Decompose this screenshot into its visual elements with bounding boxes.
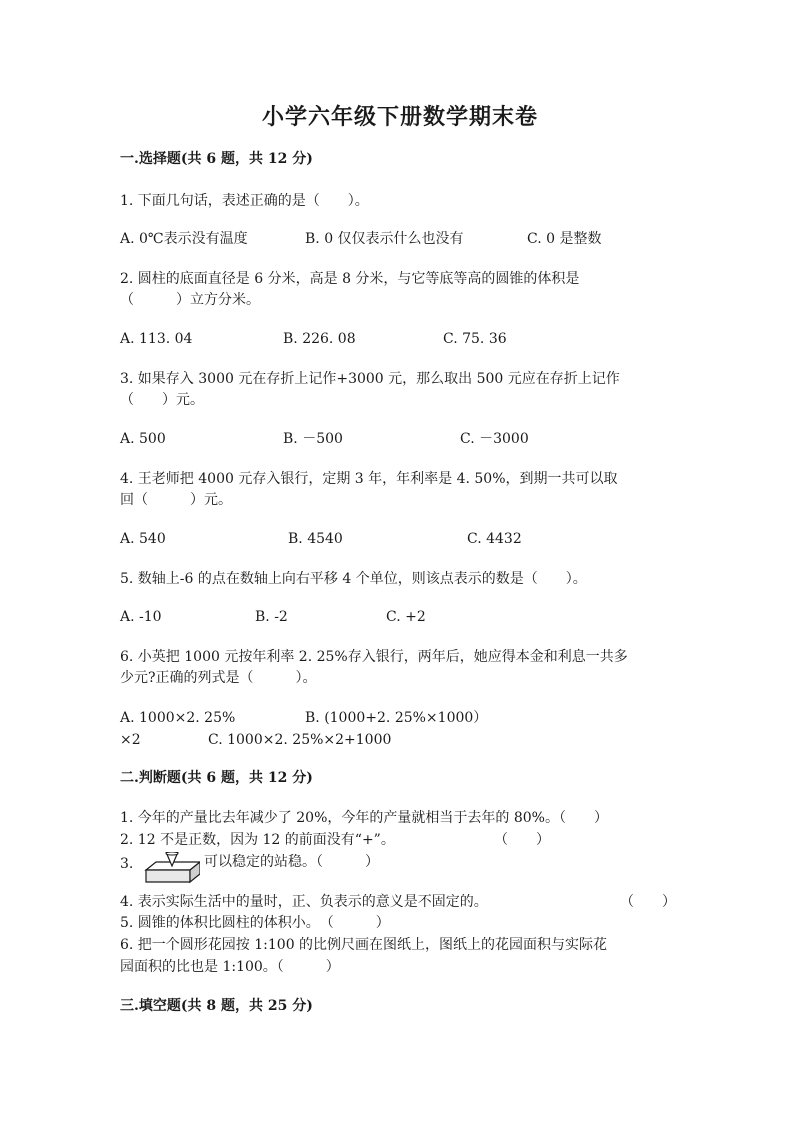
q4-option-c: C. 4432 [467,531,522,547]
q3-text-line1: 3. 如果存入 3000 元在存折上记作+3000 元，那么取出 500 元应在存折上记作 [120,371,620,387]
section-3-header: 三.填空题(共 8 题，共 25 分) [120,998,313,1014]
section-1-header: 一.选择题(共 6 题，共 12 分) [120,151,313,167]
q4-text-line1: 4. 王老师把 4000 元存入银行，定期 3 年，年利率是 4. 50%，到期一共可以取 [120,471,618,487]
q6-text-line1: 6. 小英把 1000 元按年利率 2. 25%存入银行，两年后，她应得本金和利息一共多 [120,649,628,665]
q6-option-c: C. 1000×2. 25%×2+1000 [208,732,392,748]
q5-option-b: B. -2 [255,609,288,625]
judge-6-text-line1: 6. 把一个圆形花园按 1:100 的比例尺画在图纸上，图纸上的花园面积与实际花 [120,937,608,953]
q2-text-line2: （ ）立方分米。 [120,292,260,308]
q1-option-b: B. 0 仅仅表示什么也没有 [305,231,464,247]
q1-text: 1. 下面几句话，表述正确的是（ ）。 [120,193,369,209]
q3-option-c: C. －3000 [460,431,529,447]
judge-3-text: 可以稳定的站稳。（ ） [204,854,379,870]
q6-option-b-cont: ×2 [120,732,141,748]
q2-text-line1: 2. 圆柱的底面直径是 6 分米，高是 8 分米，与它等底等高的圆锥的体积是 [120,271,580,287]
q6-option-b: B. (1000+2. 25%×1000） [305,710,488,726]
q2-option-b: B. 226. 08 [283,331,356,347]
judge-2-text: 2. 12 不是正数，因为 12 的前面没有“+”。 [120,832,395,848]
q4-option-b: B. 4540 [288,531,343,547]
q6-text-line2: 少元?正确的列式是（ ）。 [120,670,317,686]
q3-option-b: B. －500 [283,431,343,447]
q5-option-a: A. -10 [120,609,162,625]
judge-3-number: 3. [120,856,134,872]
q1-option-c: C. 0 是整数 [527,231,602,247]
q2-option-a: A. 113. 04 [120,331,193,347]
q5-option-c: C. +2 [386,609,426,625]
q1-option-a: A. 0℃表示没有温度 [120,231,248,247]
judge-5-text: 5. 圆锥的体积比圆柱的体积小。 （ ） [120,915,390,931]
judge-4-paren: （ ） [620,894,676,910]
q3-option-a: A. 500 [120,431,166,447]
q4-text-line2: 回（ ）元。 [120,492,232,508]
judge-1-text: 1. 今年的产量比去年减少了 20%，今年的产量就相当于去年的 80%。（ ） [120,810,608,826]
judge-6-text-line2: 园面积的比也是 1:100。（ ） [120,959,340,975]
q6-option-a: A. 1000×2. 25% [120,710,236,726]
judge-4-text: 4. 表示实际生活中的量时，正、负表示的意义是不固定的。 [120,894,488,910]
page-title: 小学六年级下册数学期末卷 [261,104,538,130]
section-2-header: 二.判断题(共 6 题，共 12 分) [120,770,313,786]
q4-option-a: A. 540 [120,531,166,547]
q5-text: 5. 数轴上-6 的点在数轴上向右平移 4 个单位，则该点表示的数是（ ）。 [120,571,587,587]
judge-2-paren: （ ） [494,832,550,848]
q3-text-line2: （ ）元。 [120,392,204,408]
q2-option-c: C. 75. 36 [443,331,507,347]
cone-on-box-figure [142,852,200,886]
